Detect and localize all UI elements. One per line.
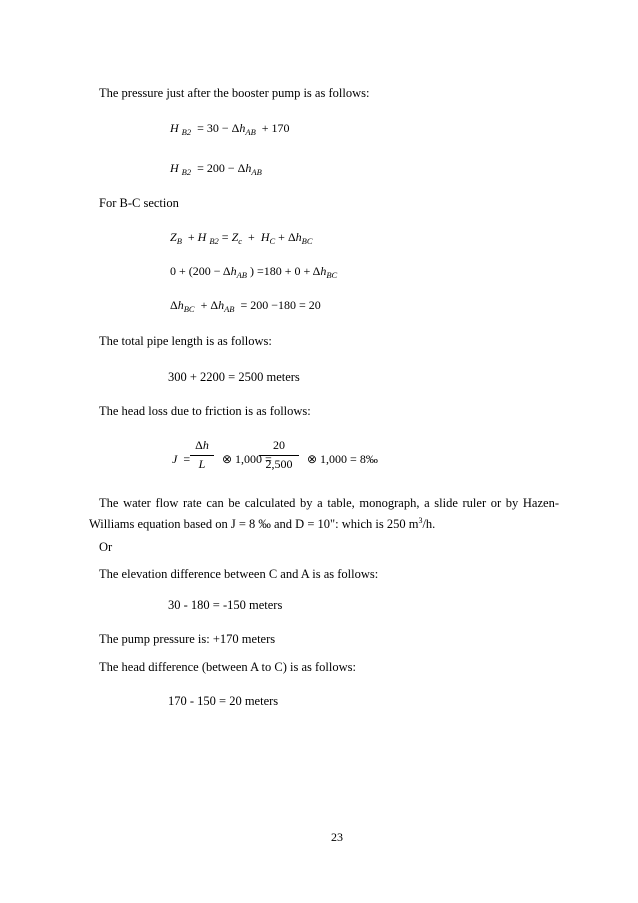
equation-hb2-2: H $_{B2} = 200 - \Delta h_{AB}$: [170, 161, 262, 177]
paragraph-head-loss: The head loss due to friction is as follows:: [99, 404, 311, 418]
paragraph-head-difference: The head difference (between A to C) is as follows:: [99, 660, 356, 674]
flow-rate-unit-end: /h.: [422, 517, 436, 531]
eq-middle-terms: ⊗ 1,000 =: [222, 452, 272, 466]
equation-pipe-length: 300 + 2200 = 2500 meters: [168, 370, 300, 384]
equation-bc-1: $Z_B + H$ $_{B2} = Z_c + H_C + \Delta h_{BC}$: [170, 230, 313, 246]
eq-result-terms: ⊗ 1,000 = 8‰: [307, 452, 378, 466]
equation-head-difference: 170 - 150 = 20 meters: [168, 694, 279, 708]
equation-bc-2: $0 + (200 - \Delta h_{AB}$ ) $=180 + 0 + \Delta h_{BC}$: [170, 264, 338, 280]
paragraph-elevation-difference: The elevation difference between C and A is as follows:: [99, 567, 379, 581]
flow-rate-superscript: 3: [418, 516, 423, 525]
paragraph-total-pipe-length: The total pipe length is as follows:: [99, 334, 272, 348]
equation-bc-3: $\Delta h_{BC} + \Delta h_{AB} = 200 -180 = 20$: [170, 298, 321, 314]
fraction-dh-over-l: Δh L: [190, 438, 214, 472]
paragraph-pressure-after-pump: The pressure just after the booster pump is as follows:: [99, 86, 370, 100]
paragraph-or: Or: [99, 540, 113, 554]
equation-hb2-1: H $_{B2} = 30 - \Delta h_{AB} + 170$: [170, 121, 290, 137]
page-number: 23: [331, 830, 343, 844]
paragraph-bc-section: For B-C section: [99, 196, 179, 210]
paragraph-pump-pressure: The pump pressure is: +170 meters: [99, 632, 276, 646]
eq-j-label: J =: [172, 452, 191, 466]
equation-elevation: 30 - 180 = -150 meters: [168, 598, 283, 612]
paragraph-water-flow-rate: [89, 494, 559, 533]
flow-rate-text: The water flow rate can be calculated by a table, monograph, a slide ruler or by Hazen-Williams equation based on J = 8 ‰ and D = 10": which is 250 m: [89, 496, 559, 531]
fraction-20-over-2500: 20 2,500: [259, 438, 299, 472]
